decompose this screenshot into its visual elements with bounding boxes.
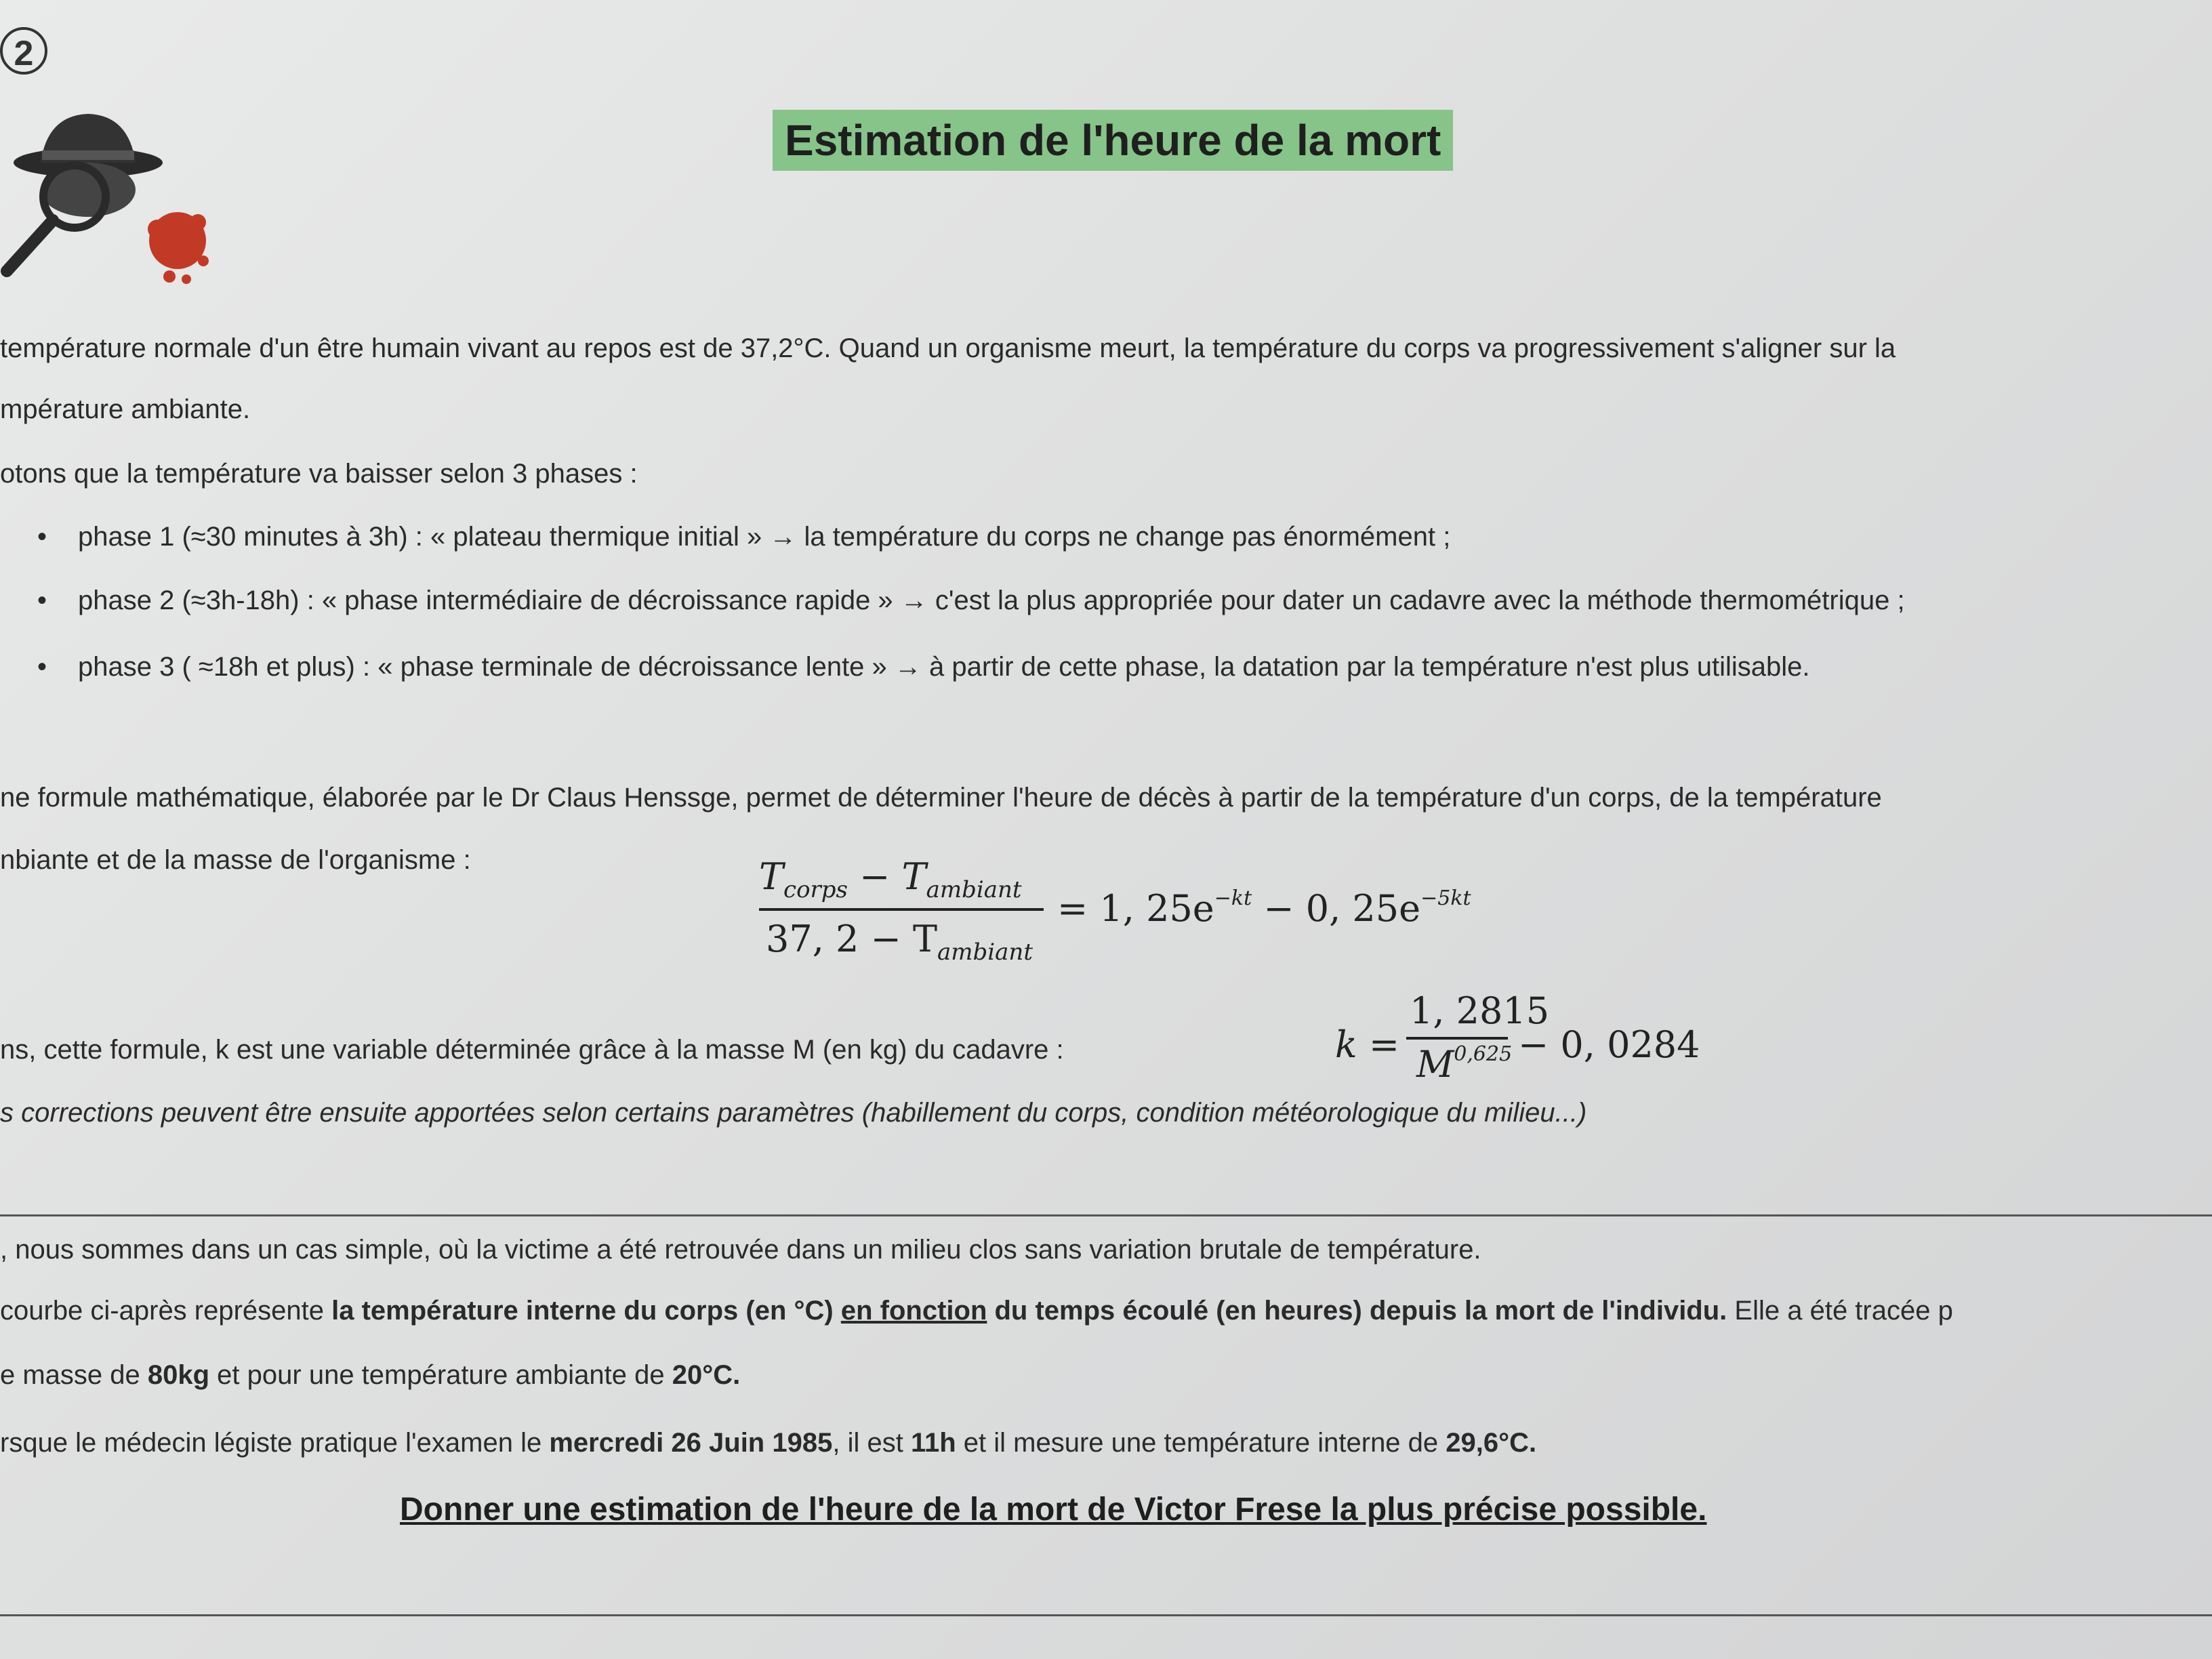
case-line-3: e masse de 80kg et pour une température ambiante de 20°C. xyxy=(0,1360,741,1390)
phase-2: phase 2 (≈3h-18h) : « phase intermédiaire de décroissance rapide » → c'est la plus appropriée pour dater un cadavre avec la méthode thermométrique ; xyxy=(78,586,1905,615)
detective-illustration xyxy=(0,102,230,319)
formula-numerator: $T_{corps} - T_{ambiant}$ xyxy=(759,855,1022,903)
formula-denominator: 37, $2 - T_{ambiant}$ xyxy=(766,918,1033,966)
case-line-1: , nous sommes dans un cas simple, où la victime a été retrouvée dans un milieu clos sans variation brutale de température. xyxy=(0,1235,1481,1265)
intro-line-1: température normale d'un être humain vivant au repos est de 37,2°C. Quand un organisme meurt, la température du corps va progressivement s'aligner sur la xyxy=(0,333,1896,363)
separator-top xyxy=(0,1214,2212,1216)
phases-intro: otons que la température va baisser selon 3 phases : xyxy=(0,459,638,489)
bullet-3: • xyxy=(37,652,47,682)
k-formula-numerator: 1, 2815 xyxy=(1410,989,1550,1032)
page-title: Estimation de l'heure de la mort xyxy=(773,110,1453,171)
formula-right-side: = 1, $25e^{-kt} - 0$, $25e^{-5kt}$ xyxy=(1057,886,1471,930)
case-line-4: rsque le médecin légiste pratique l'examen le mercredi 26 Juin 1985, il est 11h et il mesure une température interne de 29,6°C. xyxy=(0,1428,1537,1458)
corrections-note: s corrections peuvent être ensuite apportées selon certains paramètres (habillement du corps, condition météorologique du milieu...) xyxy=(0,1098,1587,1128)
bullet-2: • xyxy=(37,586,47,615)
k-formula-denominator: M$^{0,625}$ xyxy=(1416,1042,1513,1086)
case-line-2: courbe ci-après représente la température interne du corps (en °C) en fonction du temps écoulé (en heures) depuis la mort de l'individu. Elle a été tracée p xyxy=(0,1296,1953,1326)
k-formula-lhs: k = xyxy=(1335,1023,1400,1066)
formula-fraction-bar xyxy=(759,908,1044,911)
bullet-1: • xyxy=(37,522,47,552)
formula-intro-line-2: nbiante et de la masse de l'organisme : xyxy=(0,845,471,875)
k-formula-fraction-bar xyxy=(1406,1037,1508,1040)
phase-3: phase 3 ( ≈18h et plus) : « phase terminale de décroissance lente » → à partir de cette phase, la datation par la température n'est plus utilisable. xyxy=(78,652,1810,682)
k-formula-rest: − 0, 0284 xyxy=(1518,1023,1700,1066)
formula-intro-line-1: ne formule mathématique, élaborée par le Dr Claus Henssge, permet de déterminer l'heure de décès à partir de la température d'un corps, de la température xyxy=(0,783,1882,813)
phase-1: phase 1 (≈30 minutes à 3h) : « plateau thermique initial » → la température du corps ne change pas énormément ; xyxy=(78,522,1451,552)
k-definition-text: ns, cette formule, k est une variable déterminée grâce à la masse M (en kg) du cadavre : xyxy=(0,1035,1064,1065)
exercise-number: 2 xyxy=(0,27,47,75)
separator-bottom xyxy=(0,1614,2212,1616)
question: Donner une estimation de l'heure de la mort de Victor Frese la plus précise possible. xyxy=(400,1492,1707,1528)
intro-line-2: mpérature ambiante. xyxy=(0,394,251,424)
